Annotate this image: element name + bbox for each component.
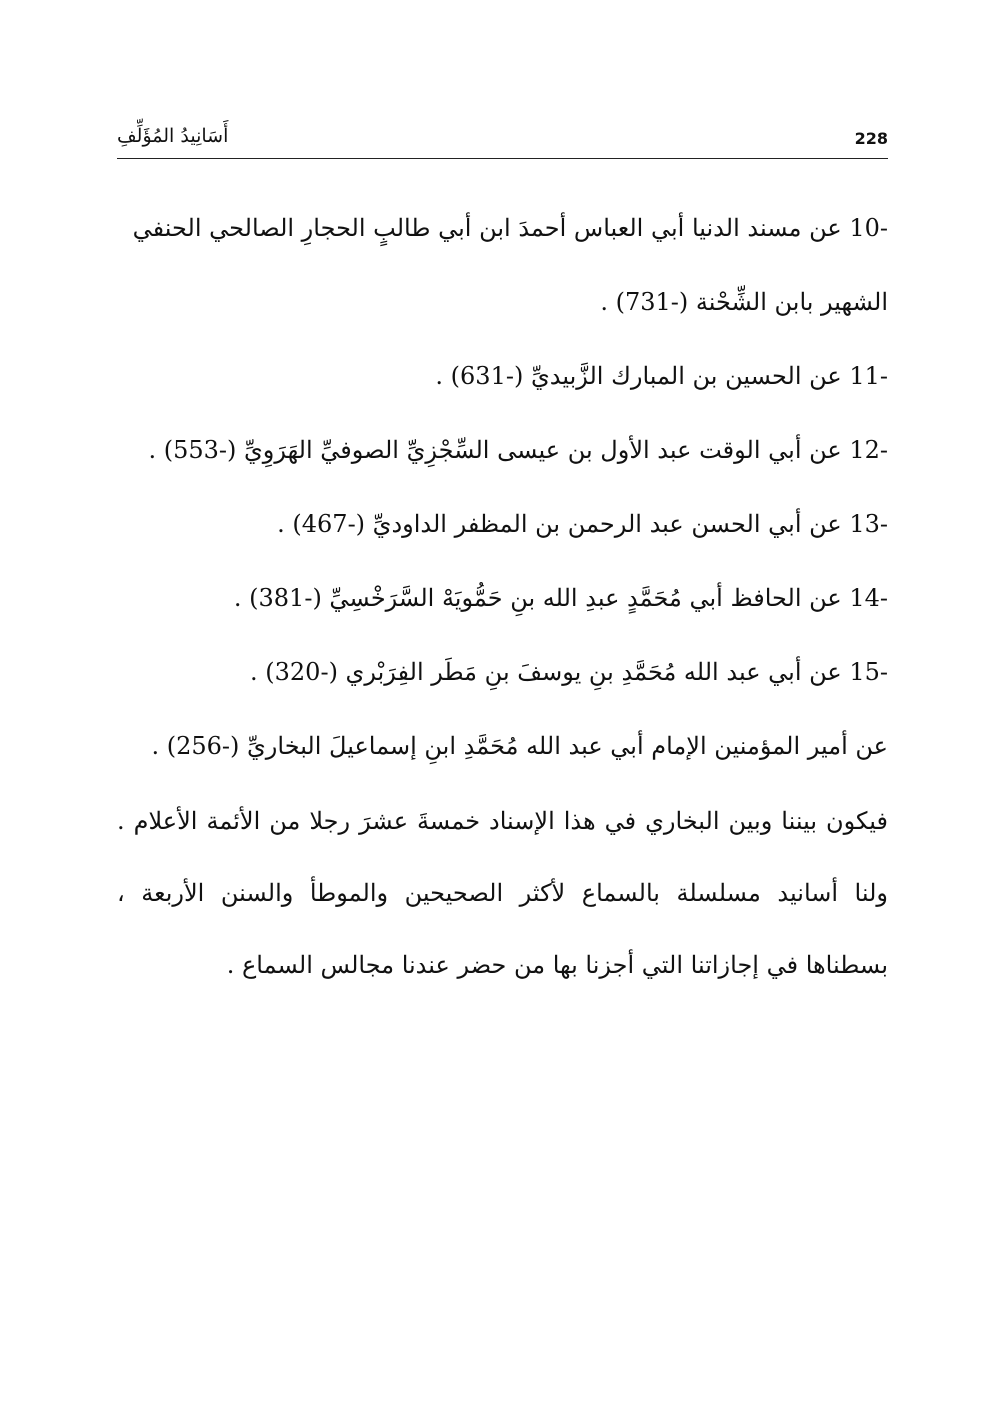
chain-line-15: -15 عن أبي عبد الله مُحَمَّدِ بنِ يوسفَ بنِ مَطَر الفِرَبْري (-320) .: [250, 658, 888, 686]
chain-line-10-continued: الشهير بابن الشِّحْنة (-731) .: [600, 288, 888, 316]
chain-line-13: -13 عن أبي الحسن عبد الرحمن بن المظفر الداوديِّ (-467) .: [277, 510, 888, 538]
body-text: [117, 191, 888, 1025]
page-header: [117, 118, 888, 159]
chain-line-bukhari: عن أمير المؤمنين الإمام أبي عبد الله مُحَمَّدِ ابنِ إسماعيلَ البخاريِّ (-256) .: [151, 732, 888, 760]
chain-line-10: -10 عن مسند الدنيا أبي العباس أحمدَ ابن أبي طالبٍ الحجارِ الصالحي الحنفي: [132, 214, 888, 242]
closing-paragraph: فيكون بيننا وبين البخاري في هذا الإسناد خمسةَ عشرَ رجلا من الأئمة الأعلام . ولنا أسانيد مسلسلة بالسماع لأكثر الصحيحين والموطأ والسنن الأربعة ، بسطناها في إجازاتنا التي أجزنا بها من حضر عندنا مجالس السماع .: [117, 807, 888, 979]
chain-line-12: -12 عن أبي الوقت عبد الأول بن عيسى السِّجْزِيِّ الصوفيِّ الهَرَوِيِّ (-553) .: [148, 436, 888, 464]
page-number: 228: [854, 129, 888, 148]
running-title: أَسَانِيدُ المُؤَلِّفِ: [117, 125, 229, 147]
chain-line-14: -14 عن الحافظ أبي مُحَمَّدٍ عبدِ الله بنِ حَمُّويَهْ السَّرَخْسِيِّ (-381) .: [233, 584, 888, 612]
chain-line-11: -11 عن الحسين بن المبارك الزَّبيديِّ (-631) .: [435, 362, 888, 390]
document-page: [117, 0, 888, 1417]
